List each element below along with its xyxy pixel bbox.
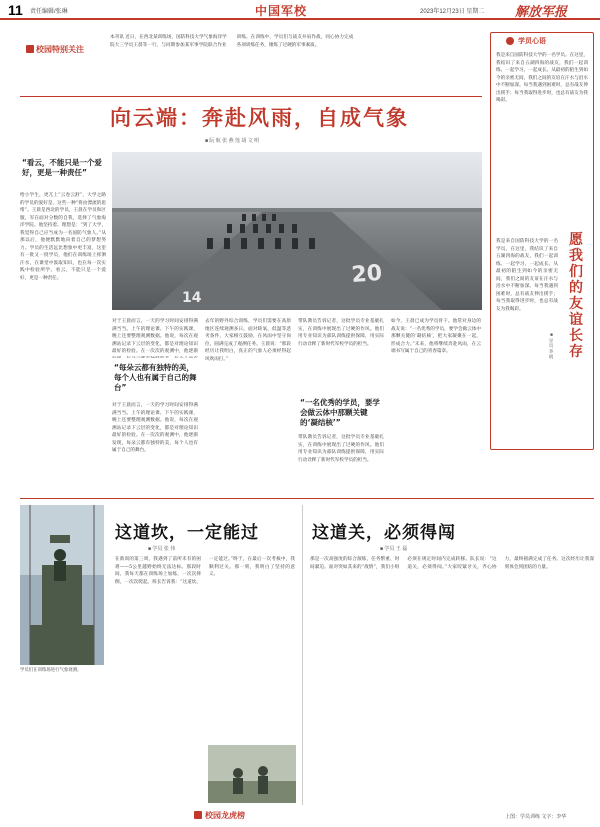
body-col2b: 对于王晨而言，一天的学习时间安排得满满当当。上午的理论课、下午的实践课，晚上还要整理观测数据。他说，每次在观测站记录下云层的变化，都是对理论知识最好的检验。在一次次的观测中，他逐渐发现，每朵云都有独特的美，每个人也有属于自己的舞台。 [112, 403, 198, 453]
footer-badge: 校园龙虎榜 [205, 811, 245, 820]
sidebar-headline: 愿我们的友谊长存 [569, 232, 583, 360]
sidebar-icon [506, 37, 514, 45]
body-col3: 去年的野外综合训练，学员们需要在高原地区连续观测多日。面对缺氧、低温等恶劣条件，大家相互鼓励，在风雨中坚守岗位，圆满完成了观测任务。王晨说：“那段经历让我明白，真正的气象人必须经得起风吹雨打。” [205, 319, 291, 362]
sidebar-author: ■ 学员 李 明 [549, 332, 554, 360]
newspaper-logo: 解放军报 [515, 5, 568, 20]
sidebar-text-2: 我是来自国防科技大学的一名学员。在这里，我结识了来自五湖四海的战友，我们一起训练、一起学习、一起成长。从最初的陌生到如今的亲密无间，我们之间的友谊在汗水与泪水中不断加深。每当我遇到困难时，总有战友伸出援手；每当我取得进步时，也总有战友为我喝彩。 [496, 239, 558, 312]
body-col2: 对于王晨而言，一天的学习时间安排得满满当当。上午的理论课、下午的实践课，晚上还要整理观测数据。他说，每次在观测站记录下云层的变化，都是对理论知识最好的检验。在一次次的观测中，他逐渐 [112, 319, 198, 354]
masthead [0, 0, 600, 20]
story3-title: 这道关，必须得闯 [312, 523, 456, 543]
story2-byline: ■ 学员 张 伟 [148, 546, 176, 552]
svg-text:20: 20 [350, 260, 383, 288]
body-col4b: 带队教员告诉记者，这批学员专业基础扎实，在训练中展现出了过硬的作风。他们用专业知识为部队训练提供保障，用实际行动诠释了新时代军校学员的担当。 [298, 435, 384, 463]
page-number: 11 [8, 2, 23, 18]
body-col4: 带队教员告诉记者，这批学员专业基础扎实，在训练中展现出了过硬的作风。他们用专业知识为部队训练提供保障，用实际行动诠释了新时代军校学员的担当。 [298, 319, 384, 347]
section-title: 中国军校 [255, 4, 308, 18]
photo-caption-1: 学员们在训练场进行气象观测。 [20, 668, 82, 673]
divider [302, 505, 303, 805]
sidebar-title: 学员心语 [518, 37, 546, 45]
training-photo [20, 505, 104, 665]
divider [20, 96, 482, 97]
body-col1: 给小学生，更兀上“云卷云舒”，大学之路的学员的爱好是，这些一种“将由漂流的思绪”。王晨是西北的学员，王晨在学员和区服，军在面对分数的自我，选择了气象海洋学院。他坚持着。理想是：“到了大学，我觉得自己应当成为一名国防气象人。”从那以后，他便默默地向着自己的梦想努力。学员的生活远比想象中更丰富，这里有一批又一批学员，他们在训练场上挥洒汗水，在课堂中汲取知识，也在每一次实践中检验所学。看云，不能只是一个爱好，更是一种责任。 [20, 193, 106, 281]
issue-date: 2023年12月23日 星期二 [420, 9, 485, 15]
main-byline: ■ 阮 航 张 燕 莲 胡 文 明 [205, 138, 260, 144]
band-icon [26, 45, 34, 53]
runway-photo [112, 152, 482, 310]
intro-text: 本刊讯 近日，在西北某训练场，国防科技大学气象海洋学院大三学员王晨等一行，与同期参加某军事学院联合作业训练。在训练中，学员们与战友并肩作战，同心协力完成各项训练任务，锤炼了过硬的军事素质。 [110, 35, 354, 48]
story2-title: 这道坎，一定能过 [115, 523, 259, 543]
footer-icon [194, 811, 202, 819]
footer-editor: 上图：学员训练 文字：李华 [505, 814, 567, 820]
small-photo [208, 745, 296, 803]
story3-byline: ■ 学员 王 磊 [380, 546, 408, 552]
story3-text: 那是一次高强度的综合演练，任务繁重、时间紧迫。面对突如其来的“敌情”，我们小组必须在规定时间内完成转移。队长说：“这道关，必须得闯。”大家咬紧牙关，齐心协力，最终圆满完成了任务。这次经历让我深刻体会到团结的力量。 [310, 557, 594, 570]
sidebar-text: 我是来自国防科技大学的一名学员。在这里，我结识了来自五湖四海的战友，我们一起训练、一起学习、一起成长。从最初的陌生到如今的亲密无间，我们之间的友谊在汗水与泪水中不断加深。每当我遇到困难时，总有战友伸出援手；每当我取得进步时，也总有战友为我喝彩。 [496, 53, 588, 103]
story2-text: 在新训的第三周，我遇到了前所未有的困难——5公里越野始终无法达标。那段时间，我每天都在训练场上加练，一次次摔倒，一次次爬起。班长告诉我：“这道坎，一定能过。”终于，在最后一次考核中，我顺利过关。那一刻，我明白了坚持的意义。 [115, 557, 295, 585]
body-col5: 如今，王晨已成为学员骨干。他常对身边的战友说：“一名优秀的学员，要学会做云体中那颗关键的‘凝结核’，把大家凝聚在一起，形成合力。”未来，他将继续奔赴风雨，在云端书写属于自己的青春篇章。 [391, 319, 481, 354]
band-label: 校园特别关注 [36, 45, 84, 54]
svg-text:14: 14 [182, 290, 202, 306]
divider [20, 498, 594, 499]
pull-quote-2: “每朵云都有独特的美，每个人也有属于自己的舞台” [114, 363, 197, 392]
pull-quote-3: “一名优秀的学员，要学会做云体中那颗关键的‘凝结核’” [300, 398, 380, 427]
page-editor: 责任编辑/张琳 [30, 9, 68, 15]
main-headline: 向云端：奔赴风雨，自成气象 [110, 106, 409, 130]
pull-quote-1: “看云，不能只是一个爱好，更是一种责任” [22, 158, 102, 177]
